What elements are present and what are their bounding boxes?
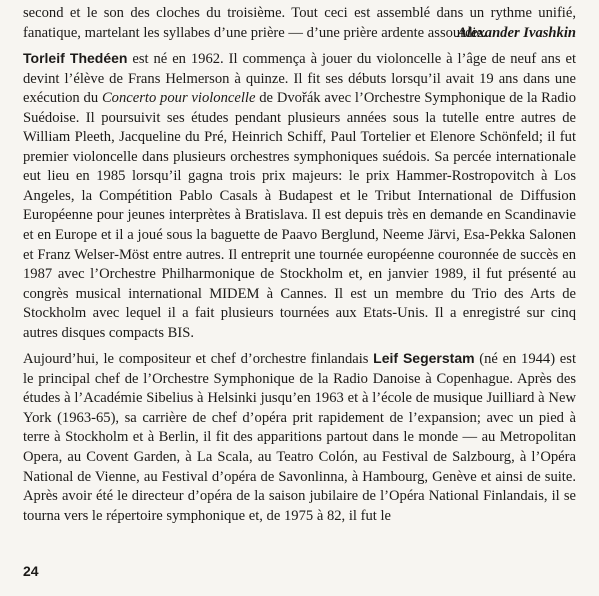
intro-text: second et le son des cloches du troisième. Tout ceci est assemblé dans un rythme unifié, fanatique, martelant les syllabes d’une prière — d’une prière ardente assourdie. xyxy=(23,5,576,41)
author-signature: Alexander Ivashkin xyxy=(457,24,576,41)
body-text xyxy=(23,4,576,526)
thedeen-text-1: est né en 1962. Il commença à jouer du violoncelle à l’âge de neuf ans et devint l’élève de Frans Helmerson à quinze. Il fit ses débuts lorsqu’il avait 19 ans dans une exécution du xyxy=(23,51,576,107)
thedeen-name: Torleif Thedéen xyxy=(23,50,128,67)
thedeen-work-title: Concerto pour violoncelle xyxy=(101,90,256,107)
segerstam-text-2: (né en 1944) est le principal chef de l’Orchestre Symphonique de la Radio Danoise à Copenhague. Après des études à l’Académie Sibelius à Helsinki jusqu’en 1963 et à l’école de musique Juilliard à New York (1963-65), sa carrière de chef d’opéra prit rapidement de l’expansion; avec un pied à terre à Stockholm et à Berlin, il fit des apparitions partout dans le monde — au Metropolitan Opera, au Covent Garden, à La Scala, au Teatro Colón, au Festival de Salzbourg, à l’Opéra National de Vienne, au Festival d’opéra de Savonlinna, à Hambourg, Genève et ainsi de suite. Après avoir été le directeur d’opéra de la saison jubilaire de l’Opéra National Finlandais, il se tourna vers le répertoire symphonique et, de 1975 à 82, il fut le xyxy=(23,351,576,524)
segerstam-paragraph xyxy=(23,349,576,526)
thedeen-paragraph xyxy=(23,49,576,343)
segerstam-name: Leif Segerstam xyxy=(373,350,475,367)
thedeen-text-2: de Dvořák avec l’Orchestre Symphonique de la Radio Suédoise. Il poursuivit ses études pendant plusieurs années sous la tutelle entre autres de William Pleeth, Jacqueline du Pré, Heinrich Schiff, Paul Tortelier et Elenore Schönfeld; il fut premier violoncelle dans plusieurs orchestres symphoniques suédois. Sa percée internationale eut lieu en 1985 lorsqu’il gagna trois prix majeurs: le prix Hammer-Rostropovitch à Los Angeles, la Compétition Pablo Casals à Budapest et le Tribut International de Diffusion Européenne pour jeunes interprètes à Bratislava. Il est depuis très en demande en Scandinavie et en Europe et il a joué sous la baguette de Paavo Berglund, Neeme Järvi, Esa-Pekka Salonen et Franz Welser-Möst entre autres. Il entreprit une tournée européenne couronnée de succès en 1987 avec l’Orchestre Philharmonique de Stockholm et, en janvier 1989, il fut présenté au congrès musical international MIDEM à Cannes. Il est un membre du Trio des Arts de Stockholm avec lequel il a fait plusieurs tournées aux Etats-Unis. Il a enregistré sur cinq autres disques compacts BIS. xyxy=(23,90,577,341)
page-number: 24 xyxy=(23,563,39,579)
segerstam-text-1: Aujourd’hui, le compositeur et chef d’orchestre finlandais xyxy=(23,351,374,368)
